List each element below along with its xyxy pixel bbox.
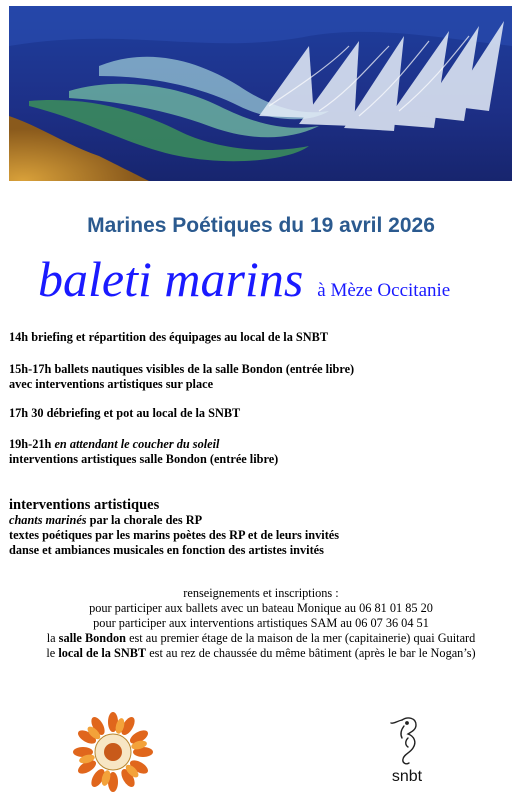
artistic-heading: interventions artistiques [9, 497, 160, 513]
painting-image [9, 6, 512, 181]
artistic-section [9, 497, 339, 558]
title-row [38, 251, 450, 307]
info-line1: pour participer aux ballets avec un bateau Monique au 06 81 01 85 20 [89, 601, 433, 615]
program-item-1 [9, 330, 328, 345]
info-heading: renseignements et inscriptions : [183, 586, 339, 600]
snbt-logo-text: snbt [391, 768, 423, 785]
program-item-4-italic: en attendant le coucher du soleil [54, 437, 220, 451]
program-item-2 [9, 362, 354, 392]
program-item-4 [9, 437, 278, 467]
hero-painting [9, 6, 512, 181]
program-item-3 [9, 406, 240, 421]
artistic-line2: textes poétiques par les marins poètes des RP et de leurs invités [9, 528, 340, 542]
event-title: baleti marins [38, 251, 304, 307]
program-item-2-line1: 15h-17h ballets nautiques visibles de la salle Bondon (entrée libre) [9, 362, 355, 376]
program-item-4-line2: interventions artistiques salle Bondon (entrée libre) [9, 452, 279, 466]
program-item-3-text: 17h 30 débriefing et pot au local de la SNBT [9, 406, 241, 420]
info-line3-bold: salle Bondon [58, 631, 126, 645]
info-line3-b: est au premier étage de la maison de la mer (capitainerie) quai Guitard [129, 631, 476, 645]
sunflower-logo-icon [73, 711, 153, 793]
info-section [0, 586, 522, 661]
event-subtitle: Marines Poétiques du 19 avril 2026 [87, 214, 435, 237]
program-item-1-text: 14h briefing et répartition des équipages au local de la SNBT [9, 330, 329, 344]
artistic-line1-rest: par la chorale des RP [89, 513, 203, 527]
info-line4-a: le [46, 646, 56, 660]
program-item-2-line2: avec interventions artistiques sur place [9, 377, 214, 391]
info-line2: pour participer aux interventions artistiques SAM au 06 07 36 04 51 [93, 616, 429, 630]
event-location: à Mèze Occitanie [317, 280, 451, 301]
info-line4-b: est au rez de chaussée du même bâtiment (après le bar le Nogan’s) [149, 646, 476, 660]
info-line4-bold: local de la SNBT [58, 646, 147, 660]
artistic-line1-italic: chants marinés [9, 513, 87, 527]
artistic-line3: danse et ambiances musicales en fonction des artistes invités [9, 543, 324, 557]
program-item-4-time: 19h-21h [9, 437, 52, 451]
info-line3-a: la [46, 631, 56, 645]
